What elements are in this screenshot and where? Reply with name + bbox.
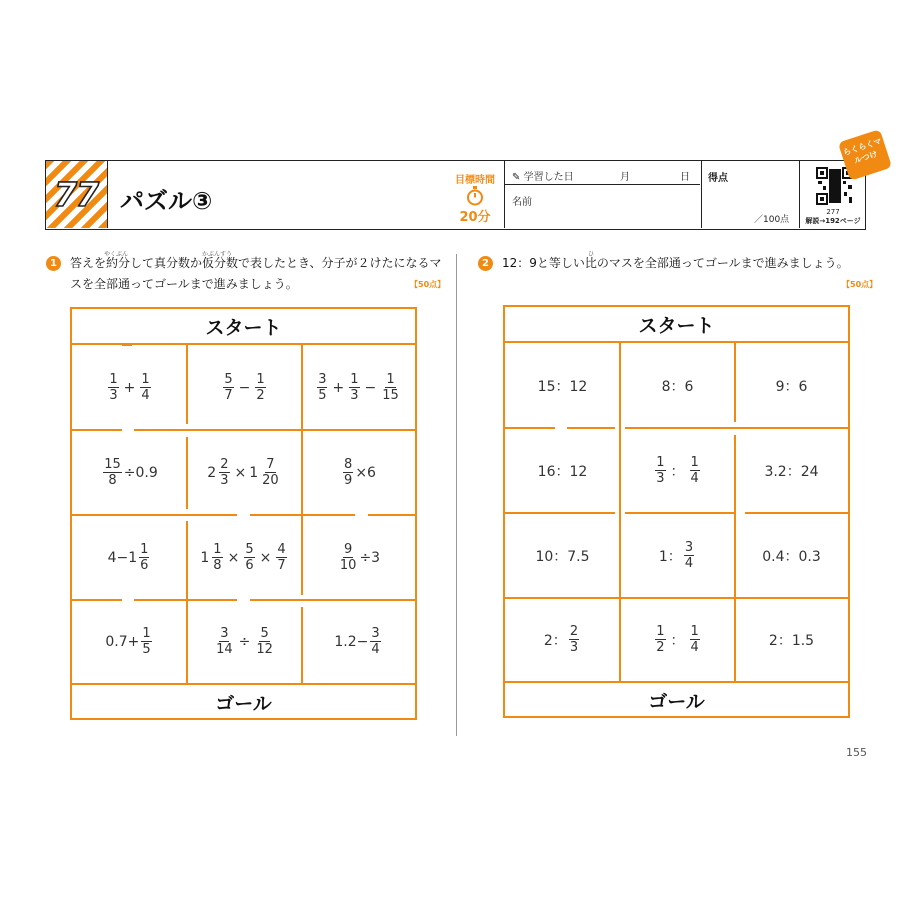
maze-cell[interactable] xyxy=(620,598,735,681)
question-2-number: 2 xyxy=(478,256,493,271)
maze-cell[interactable] xyxy=(620,428,735,513)
expression-text: ÷0.9 xyxy=(123,464,158,481)
denominator: 9 xyxy=(344,473,353,488)
numerator: 3 xyxy=(220,626,229,641)
ruby-hi: ひ xyxy=(588,251,595,258)
numerator: 2 xyxy=(569,624,579,639)
maze-cell[interactable] xyxy=(302,515,415,600)
question-1-line2: スを全部通ってゴールまで進みましょう。 xyxy=(70,277,298,291)
header-divider xyxy=(701,161,702,228)
maze-cell[interactable] xyxy=(187,430,302,515)
denominator: 3 xyxy=(569,640,579,655)
denominator: 8 xyxy=(108,473,117,488)
maze-cell[interactable] xyxy=(302,430,415,515)
fraction xyxy=(684,540,694,571)
maze-cell[interactable] xyxy=(72,600,187,683)
fraction xyxy=(108,372,118,403)
numerator: 15 xyxy=(104,457,121,472)
answer-page-ref: 解説→192ページ xyxy=(805,217,861,225)
operator: × xyxy=(234,464,247,481)
denominator: 8 xyxy=(213,558,222,573)
denominator: 3 xyxy=(656,471,665,486)
question-1-line1: 答えを約分して真分数か仮分数で表したとき、分子が２けたになるマ xyxy=(70,256,442,270)
fraction xyxy=(223,372,233,403)
denominator: 4 xyxy=(371,642,380,657)
fraction xyxy=(215,626,234,657)
name-label: 名前 xyxy=(512,197,532,208)
operator: ÷ xyxy=(238,633,251,650)
page-center-divider xyxy=(456,254,457,736)
denominator: 7 xyxy=(277,558,286,573)
maze-cell[interactable] xyxy=(72,430,187,515)
qr-code-number: 277 xyxy=(826,208,840,216)
whole-number: 2 xyxy=(207,464,217,481)
ruby-yakubun: やくぶん xyxy=(104,251,129,258)
numerator: 1 xyxy=(140,542,149,557)
operator: + xyxy=(123,379,136,396)
fraction xyxy=(655,455,665,486)
maze-cell[interactable] xyxy=(72,345,187,430)
maze-2-goal: ゴール xyxy=(648,691,705,713)
goal-time-label: 目標時間 xyxy=(455,175,495,186)
denominator: 6 xyxy=(245,558,254,573)
numerator: 7 xyxy=(266,457,275,472)
operator: ： xyxy=(670,632,685,649)
numerator: 5 xyxy=(245,542,254,557)
denominator: 3 xyxy=(350,388,359,403)
fraction xyxy=(261,457,280,488)
fraction xyxy=(139,542,149,573)
maze-cell[interactable] xyxy=(735,343,848,428)
score-label: 得点 xyxy=(708,173,728,184)
expression-text: ×6 xyxy=(355,464,376,481)
numerator: 1 xyxy=(142,626,151,641)
maze-cell[interactable] xyxy=(735,598,848,681)
maze-cell[interactable] xyxy=(735,428,848,513)
question-1-number: 1 xyxy=(46,256,61,271)
numerator: 3 xyxy=(318,372,327,387)
maze-cell[interactable] xyxy=(620,343,735,428)
maze-cell[interactable] xyxy=(72,515,187,600)
numerator: 8 xyxy=(344,457,353,472)
denominator: 15 xyxy=(382,388,399,403)
fraction xyxy=(140,372,150,403)
fraction xyxy=(349,372,359,403)
fraction xyxy=(339,542,358,573)
maze-cell[interactable] xyxy=(735,513,848,598)
maze-cell[interactable] xyxy=(302,345,415,430)
fraction xyxy=(343,457,353,488)
numerator: 2 xyxy=(220,457,229,472)
denominator: 4 xyxy=(141,388,150,403)
numerator: 3 xyxy=(684,540,694,555)
numerator: 1 xyxy=(350,372,359,387)
maze-cell[interactable] xyxy=(187,345,302,430)
denominator: 3 xyxy=(109,388,118,403)
operator: × xyxy=(259,549,272,566)
maze-cell[interactable] xyxy=(505,598,620,681)
denominator: 2 xyxy=(256,388,265,403)
numerator: 5 xyxy=(260,626,269,641)
fraction xyxy=(219,457,229,488)
fraction xyxy=(690,455,700,486)
question-2-text: 12：9と等しい比のマスを全部通ってゴールまで進みましょう。 xyxy=(502,256,849,270)
fraction xyxy=(244,542,254,573)
lesson-header xyxy=(45,136,883,230)
question-2-points: 【50点】 xyxy=(842,280,878,289)
operator: ： xyxy=(670,463,685,480)
maze-cell[interactable] xyxy=(505,428,620,513)
maze-cell[interactable] xyxy=(302,600,415,683)
fraction xyxy=(255,372,265,403)
ratio-text: 9：6 xyxy=(775,378,808,395)
maze-cell[interactable] xyxy=(505,513,620,598)
expression-text: 1.2− xyxy=(334,633,369,650)
fraction xyxy=(317,372,327,403)
denominator: 3 xyxy=(220,473,229,488)
numerator: 1 xyxy=(386,372,395,387)
operator: × xyxy=(227,549,240,566)
lesson-title: パズル③ xyxy=(120,187,213,215)
lesson-number-box xyxy=(46,161,108,228)
numerator: 1 xyxy=(656,455,665,470)
numerator: 4 xyxy=(277,542,286,557)
ruby-kabunsu: かぶんすう xyxy=(202,251,233,258)
study-date-label: 学習した日 xyxy=(523,172,574,183)
numerator: 5 xyxy=(224,372,233,387)
pencil-icon: ✎ xyxy=(512,172,521,183)
maze-cell[interactable] xyxy=(187,515,302,600)
denominator: 5 xyxy=(318,388,327,403)
fraction xyxy=(690,624,700,655)
goal-time-value: 20分 xyxy=(459,210,491,225)
fraction xyxy=(255,626,274,657)
fraction xyxy=(103,457,122,488)
maze-1 xyxy=(70,307,417,720)
expression-text: 2： xyxy=(543,632,567,649)
fraction xyxy=(381,372,400,403)
score-total: ／100点 xyxy=(754,215,790,225)
denominator: 4 xyxy=(690,471,699,486)
numerator: 3 xyxy=(371,626,380,641)
numerator: 1 xyxy=(690,624,699,639)
denominator: 7 xyxy=(224,388,233,403)
expression-text: ÷3 xyxy=(359,549,381,566)
denominator: 5 xyxy=(142,642,151,657)
whole-number: 1 xyxy=(249,464,259,481)
easy-grading-badge: らくらくマルつけ xyxy=(838,129,892,181)
ratio-text: 0.4：0.3 xyxy=(762,548,821,565)
fraction xyxy=(370,626,380,657)
expression-text: 0.7+ xyxy=(105,633,140,650)
fraction xyxy=(212,542,222,573)
denominator: 10 xyxy=(339,558,357,573)
denominator: 20 xyxy=(262,473,279,488)
maze-wall xyxy=(505,681,848,683)
ratio-text: 15：12 xyxy=(537,378,588,395)
day-label: 日 xyxy=(680,172,690,183)
numerator: 1 xyxy=(109,372,118,387)
fraction xyxy=(276,542,286,573)
denominator: 2 xyxy=(656,640,665,655)
fraction xyxy=(655,624,665,655)
study-date-row xyxy=(512,168,574,183)
header-divider xyxy=(504,161,505,228)
maze-cell[interactable] xyxy=(187,600,302,683)
maze-cell[interactable] xyxy=(620,513,735,598)
numerator: 1 xyxy=(656,624,665,639)
ratio-text: 8：6 xyxy=(661,378,694,395)
operator: − xyxy=(238,379,251,396)
maze-2 xyxy=(503,305,850,718)
maze-1-start: スタート xyxy=(205,317,282,339)
maze-wall xyxy=(72,683,415,685)
ratio-text: 3.2：24 xyxy=(764,463,819,480)
numerator: 1 xyxy=(213,542,222,557)
denominator: 4 xyxy=(684,556,694,571)
expression-text: 4−1 xyxy=(107,549,138,566)
ratio-text: 2：1.5 xyxy=(768,632,815,649)
question-1-points: 【50点】 xyxy=(410,280,446,289)
maze-2-start: スタート xyxy=(638,315,715,337)
stopwatch-icon xyxy=(466,186,484,206)
numerator: 1 xyxy=(690,455,699,470)
expression-text: 1： xyxy=(658,548,682,565)
lesson-number: 77 xyxy=(54,175,98,214)
denominator: 6 xyxy=(140,558,149,573)
page-number: 155 xyxy=(846,746,867,759)
ratio-text: 10：7.5 xyxy=(535,548,590,565)
date-underline xyxy=(504,184,700,185)
denominator: 14 xyxy=(216,642,233,657)
question-1-text xyxy=(70,253,445,295)
numerator: 1 xyxy=(256,372,265,387)
fraction xyxy=(569,624,579,655)
operator: + xyxy=(332,379,345,396)
whole-number: 1 xyxy=(200,549,210,566)
month-label: 月 xyxy=(620,172,630,183)
operator: − xyxy=(364,379,377,396)
maze-1-goal: ゴール xyxy=(215,693,272,715)
numerator: 1 xyxy=(141,372,150,387)
fraction xyxy=(141,626,151,657)
numerator: 9 xyxy=(344,542,353,557)
ratio-text: 16：12 xyxy=(537,463,588,480)
maze-cell[interactable] xyxy=(505,343,620,428)
denominator: 4 xyxy=(690,640,699,655)
denominator: 12 xyxy=(256,642,273,657)
